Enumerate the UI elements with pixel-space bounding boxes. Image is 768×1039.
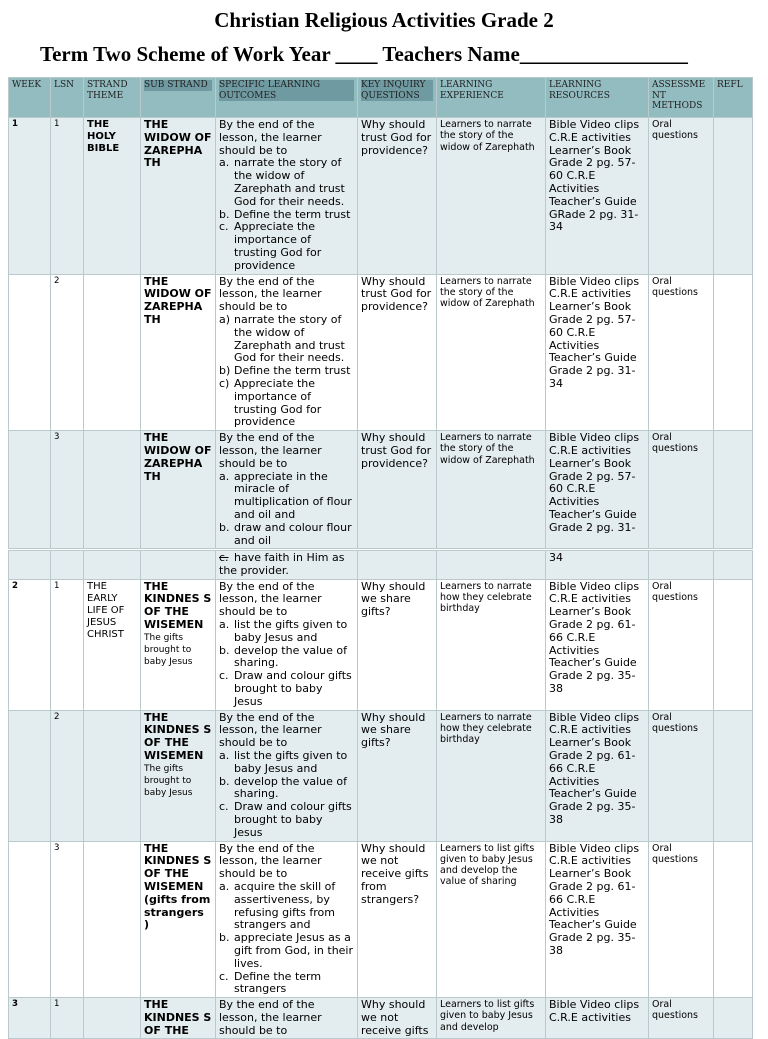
sub-strand-title: THE WIDOW OF ZAREPHA TH	[144, 431, 212, 483]
learning-resources-cell: Bible Video clips C.R.E activities Learner’s Book Grade 2 pg. 57-60 C.R.E Activities Teacher’s Guide Grade 2 pg. 31-	[546, 431, 649, 549]
outcomes-cell	[216, 998, 358, 1039]
reflection-cell	[714, 998, 753, 1039]
strand-cell	[84, 841, 141, 998]
outcome-marker: a)	[219, 312, 231, 326]
outcome-text: acquire the skill of assertiveness, by refusing gifts from strangers and	[234, 879, 336, 932]
outcome-marker: a.	[219, 469, 230, 483]
outcomes-intro: By the end of the lesson, the learner should be to	[219, 710, 322, 750]
outcome-text: list the gifts given to baby Jesus and	[234, 748, 348, 775]
outcome-marker: b.	[219, 520, 230, 534]
strand-cell: THE HOLY BIBLE	[84, 118, 141, 275]
outcome-item	[219, 221, 354, 272]
outcome-marker: b)	[219, 364, 231, 378]
lesson-cell: 3	[51, 431, 84, 549]
assessment-cell: Oral questions	[649, 431, 714, 549]
outcome-item	[219, 157, 354, 208]
col-header-experience: LEARNING EXPERIENCE	[437, 78, 546, 118]
outcome-marker: a.	[219, 879, 230, 893]
inquiry-question-cell: Why should we not receive gifts	[358, 998, 437, 1039]
learning-resources-cell: Bible Video clips C.R.E activities Learner’s Book Grade 2 pg. 57-60 C.R.E Activities Teacher’s Guide GRade 2 pg. 31-34	[546, 118, 649, 275]
outcome-text: Define the term strangers	[234, 969, 322, 996]
outcomes-cell	[216, 841, 358, 998]
outcome-item	[219, 378, 354, 429]
outcome-marker: c.	[219, 800, 229, 814]
learning-resources-cell: Bible Video clips C.R.E activities Learner’s Book Grade 2 pg. 61-66 C.R.E Activities Teacher’s Guide Grade 2 pg. 35-38	[546, 710, 649, 841]
table-row	[9, 118, 753, 275]
learning-resources-cell: Bible Video clips C.R.E activities Learner’s Book Grade 2 pg. 61-66 C.R.E Activities Teacher’s Guide Grade 2 pg. 35-38	[546, 579, 649, 710]
sub-strand-title: THE WIDOW OF ZAREPHA TH	[144, 118, 212, 170]
scheme-table-part1	[8, 77, 753, 549]
outcome-marker: b.	[219, 774, 230, 788]
outcome-text: list the gifts given to baby Jesus and	[234, 617, 348, 644]
sub-strand-title: THE KINDNES S OF THE WISEMEN	[144, 710, 212, 762]
lesson-cell: 3	[51, 841, 84, 998]
outcome-item	[219, 776, 354, 802]
inquiry-question-cell: Why should we not receive gifts from strangers?	[358, 841, 437, 998]
assessment-cell: Oral questions	[649, 579, 714, 710]
outcomes-cell	[216, 274, 358, 431]
scheme-table-part2	[8, 550, 753, 1039]
outcome-marker: c.	[219, 669, 229, 683]
outcome-text: narrate the story of the widow of Zarephath and trust God for their needs.	[234, 156, 345, 208]
week-cell	[9, 710, 51, 841]
col-header-week: WEEK	[9, 78, 51, 118]
table-row	[9, 579, 753, 710]
sub-strand-note: The gifts brought to baby Jesus	[144, 632, 193, 667]
inquiry-question-cell: Why should trust God for providence?	[358, 274, 437, 431]
learning-resources-cell: Bible Video clips C.R.E activities Learner’s Book Grade 2 pg. 61-66 C.R.E Activities Teacher’s Guide Grade 2 pg. 35-38	[546, 841, 649, 998]
lesson-cell: 1	[51, 118, 84, 275]
lesson-cell: 1	[51, 998, 84, 1039]
outcome-item	[219, 801, 354, 839]
sub-strand-cell	[141, 998, 216, 1039]
outcome-item	[219, 314, 354, 365]
assessment-cell: Oral questions	[649, 118, 714, 275]
document-title: Christian Religious Activities Grade 2	[214, 8, 554, 32]
col-header-outcomes: SPECIFIC LEARNING OUTCOMES	[216, 78, 358, 118]
outcome-marker: a.	[219, 748, 230, 762]
sub-strand-cell	[141, 579, 216, 710]
col-header-assessment: ASSESSME NT METHODS	[649, 78, 714, 118]
learning-experience-cell: Learners to list gifts given to baby Jesus and develop the value of sharing	[437, 841, 546, 998]
inquiry-question-cell: Why should trust God for providence?	[358, 118, 437, 275]
outcome-text: Define the term trust	[234, 207, 351, 221]
outcomes-cell	[216, 431, 358, 549]
outcome-text: narrate the story of the widow of Zarephath and trust God for their needs.	[234, 312, 345, 365]
outcome-item	[219, 750, 354, 776]
sub-strand-title: THE KINDNES S OF THE	[144, 998, 212, 1037]
reflection-cell	[714, 431, 753, 549]
col-header-sub-strand: SUB STRAND	[141, 78, 216, 118]
outcome-item	[219, 619, 354, 645]
outcome-item	[219, 670, 354, 708]
learning-experience-cell: Learners to narrate how they celebrate birthday	[437, 710, 546, 841]
continuation-row	[9, 551, 753, 580]
outcomes-intro: By the end of the lesson, the learner should be to	[219, 998, 322, 1037]
col-header-lsn: LSN	[51, 78, 84, 118]
outcomes-intro: By the end of the lesson, the learner should be to	[219, 274, 322, 314]
outcome-marker: c)	[219, 376, 230, 390]
week-cell: 1	[9, 118, 51, 275]
inquiry-question-cell: Why should we share gifts?	[358, 579, 437, 710]
strand-cell	[84, 274, 141, 431]
outcome-item	[219, 645, 354, 671]
outcome-marker: a.	[219, 156, 230, 170]
outcome-text: draw and colour flour and oil	[234, 520, 352, 547]
outcome-item	[219, 932, 354, 970]
assessment-cell: Oral questions	[649, 841, 714, 998]
outcome-text: Appreciate the importance of trusting God for providence	[234, 220, 322, 272]
col-header-reflection: REFL	[714, 78, 753, 118]
inquiry-question-cell: Why should trust God for providence?	[358, 431, 437, 549]
outcomes-cell	[216, 579, 358, 710]
outcome-item	[219, 522, 354, 548]
strand-cell	[84, 431, 141, 549]
strand-cell	[84, 998, 141, 1039]
sub-strand-cell	[141, 118, 216, 275]
sub-strand-cell	[141, 841, 216, 998]
outcomes-intro: By the end of the lesson, the learner should be to	[219, 118, 322, 157]
reflection-cell	[714, 579, 753, 710]
assessment-cell: Oral questions	[649, 274, 714, 431]
sub-strand-title: THE WIDOW OF ZAREPHA TH	[144, 274, 212, 326]
learning-experience-cell: Learners to narrate the story of the widow of Zarephath	[437, 118, 546, 275]
sub-strand-title: THE KINDNES S OF THE WISEMEN	[144, 579, 212, 631]
learning-resources-cell: Bible Video clips C.R.E activities Learner’s Book Grade 2 pg. 57-60 C.R.E Activities Teacher’s Guide Grade 2 pg. 31-34	[546, 274, 649, 431]
strand-cell	[84, 710, 141, 841]
learning-resources-cell: Bible Video clips C.R.E activities	[546, 998, 649, 1039]
reflection-cell	[714, 274, 753, 431]
lesson-cell: 2	[51, 710, 84, 841]
outcome-text: develop the value of sharing.	[234, 774, 347, 801]
outcome-text: appreciate in the miracle of multiplication of flour and oil and	[234, 469, 352, 521]
learning-experience-cell: Learners to narrate how they celebrate birthday	[437, 579, 546, 710]
reflection-cell	[714, 841, 753, 998]
sub-strand-cell	[141, 274, 216, 431]
outcome-item	[219, 881, 354, 932]
outcomes-intro: By the end of the lesson, the learner should be to	[219, 431, 322, 470]
outcome-marker: b.	[219, 931, 230, 945]
continuation-resources: 34	[546, 551, 649, 580]
strand-cell: THE EARLY LIFE OF JESUS CHRIST	[84, 579, 141, 710]
sub-strand-cell	[141, 431, 216, 549]
week-cell: 2	[9, 579, 51, 710]
outcomes-intro: By the end of the lesson, the learner should be to	[219, 841, 322, 881]
outcome-marker: a.	[219, 617, 230, 631]
outcomes-cell	[216, 710, 358, 841]
outcome-text: Draw and colour gifts brought to baby Jesus	[234, 800, 352, 839]
col-header-resources: LEARNING RESOURCES	[546, 78, 649, 118]
reflection-cell	[714, 118, 753, 275]
outcome-text: appreciate Jesus as a gift from God, in their lives.	[234, 931, 354, 970]
outcomes-cell	[216, 118, 358, 275]
outcome-marker: c.	[219, 220, 229, 234]
table-row	[9, 274, 753, 431]
table-row	[9, 710, 753, 841]
assessment-cell: Oral questions	[649, 998, 714, 1039]
sub-strand-cell	[141, 710, 216, 841]
outcome-text: develop the value of sharing.	[234, 643, 347, 670]
table-header-row	[9, 78, 753, 118]
week-cell	[9, 431, 51, 549]
learning-experience-cell: Learners to narrate the story of the widow of Zarephath	[437, 431, 546, 549]
week-cell	[9, 841, 51, 998]
outcome-item	[219, 471, 354, 522]
sub-strand-note: The gifts brought to baby Jesus	[144, 763, 193, 798]
table-row	[9, 431, 753, 549]
sub-strand-title: THE KINDNES S OF THE WISEMEN (gifts from strangers )	[144, 841, 212, 932]
lesson-cell: 2	[51, 274, 84, 431]
continuation-outcome: c. have faith in Him as the provider.	[216, 551, 358, 580]
assessment-cell: Oral questions	[649, 710, 714, 841]
inquiry-question-cell: Why should we share gifts?	[358, 710, 437, 841]
learning-experience-cell: Learners to narrate the story of the widow of Zarephath	[437, 274, 546, 431]
week-cell	[9, 274, 51, 431]
outcome-text: Appreciate the importance of trusting God for providence	[234, 376, 322, 429]
col-header-questions: KEY INQUIRY QUESTIONS	[358, 78, 437, 118]
outcome-text: Draw and colour gifts brought to baby Jesus	[234, 669, 352, 708]
reflection-cell	[714, 710, 753, 841]
lesson-cell: 1	[51, 579, 84, 710]
outcome-text: Define the term trust	[234, 364, 351, 378]
outcome-marker: b.	[219, 643, 230, 657]
outcome-marker: b.	[219, 207, 230, 221]
outcomes-intro: By the end of the lesson, the learner should be to	[219, 579, 322, 619]
week-cell: 3	[9, 998, 51, 1039]
col-header-strand: STRAND THEME	[84, 78, 141, 118]
learning-experience-cell: Learners to list gifts given to baby Jesus and develop	[437, 998, 546, 1039]
table-row	[9, 998, 753, 1039]
outcome-marker: c.	[219, 969, 229, 983]
document-subtitle: Term Two Scheme of Work Year ____ Teachers Name________________	[40, 42, 688, 66]
outcome-item	[219, 971, 354, 997]
table-row	[9, 841, 753, 998]
